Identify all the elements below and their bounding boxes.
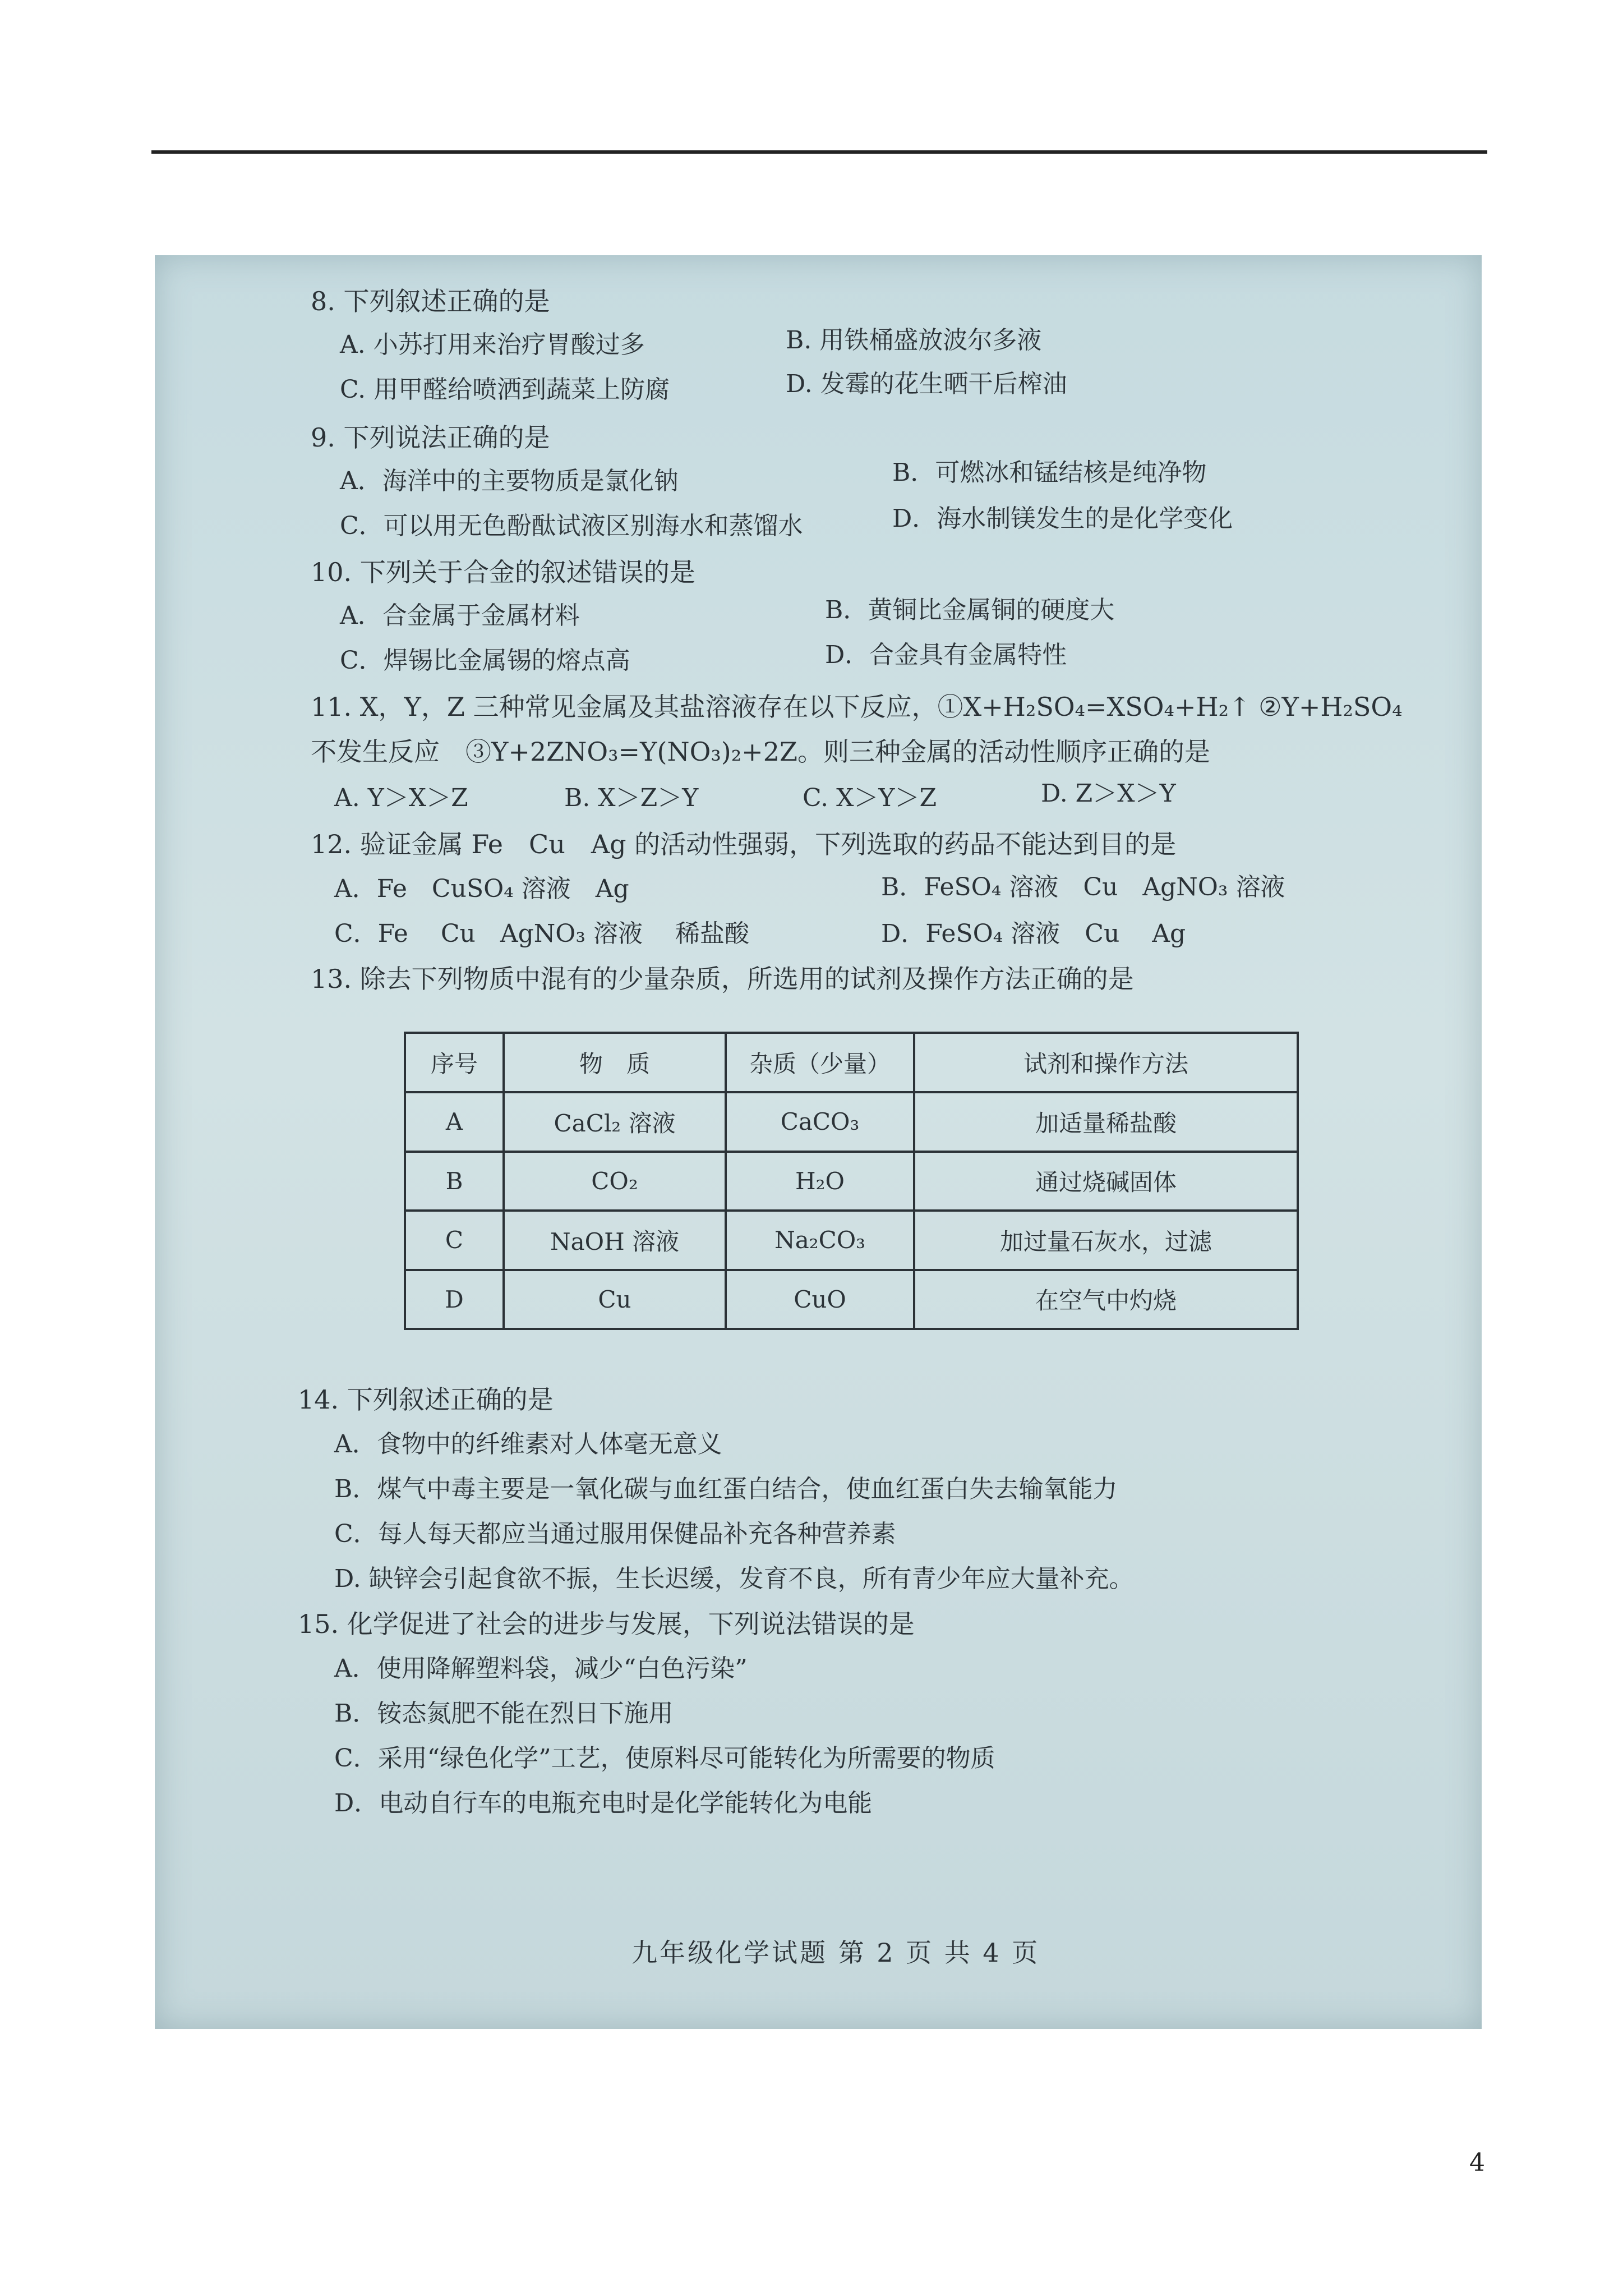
q9-option-b: B．可燃冰和锰结核是纯净物 — [892, 458, 1207, 487]
row-method: 在空气中灼烧 — [914, 1270, 1298, 1329]
q8-option-a: A. 小苏打用来治疗胃酸过多 — [340, 330, 645, 359]
row-impurity: H₂O — [726, 1152, 914, 1211]
q12-option-c: C．Fe Cu AgNO₃ 溶液 稀盐酸 — [334, 919, 749, 948]
q12-option-a: A．Fe CuSO₄ 溶液 Ag — [334, 875, 629, 903]
q13-stem: 13. 除去下列物质中混有的少量杂质，所选用的试剂及操作方法正确的是 — [311, 964, 1134, 994]
q11-option-d: D. Z＞X＞Y — [1041, 779, 1176, 808]
row-impurity: CuO — [726, 1270, 914, 1329]
q12-option-b: B．FeSO₄ 溶液 Cu AgNO₃ 溶液 — [881, 873, 1285, 901]
q9-option-a: A．海洋中的主要物质是氯化钠 — [340, 467, 679, 495]
row-method: 加适量稀盐酸 — [914, 1092, 1298, 1152]
row-substance: CaCl₂ 溶液 — [504, 1092, 726, 1152]
q10-option-d: D．合金具有金属特性 — [825, 641, 1067, 669]
table-row — [405, 1211, 1298, 1270]
impurity-table — [404, 1032, 1299, 1330]
row-index: A — [405, 1092, 504, 1152]
q11-line1: 11. X，Y，Z 三种常见金属及其盐溶液存在以下反应，①X+H₂SO₄=XSO₄+H₂↑ ②Y+H₂SO₄ — [311, 692, 1403, 722]
q9-option-d: D．海水制镁发生的是化学变化 — [892, 504, 1233, 533]
table-header-row — [405, 1033, 1298, 1092]
q8-option-c: C. 用甲醛给喷洒到蔬菜上防腐 — [340, 375, 670, 404]
header-method: 试剂和操作方法 — [914, 1033, 1298, 1092]
page-number: 4 — [1469, 2148, 1485, 2177]
q12-option-d: D．FeSO₄ 溶液 Cu Ag — [881, 919, 1186, 948]
q11-option-b: B. X＞Z＞Y — [564, 784, 699, 812]
q10-option-b: B．黄铜比金属铜的硬度大 — [825, 596, 1115, 624]
q15-option-b: B．铵态氮肥不能在烈日下施用 — [334, 1699, 674, 1728]
header-substance: 物 质 — [504, 1033, 726, 1092]
row-substance: Cu — [504, 1270, 726, 1329]
q10-option-a: A．合金属于金属材料 — [340, 601, 580, 630]
header-impurity: 杂质（少量） — [726, 1033, 914, 1092]
q14-option-a: A．食物中的纤维素对人体毫无意义 — [334, 1430, 722, 1458]
q9-stem: 9. 下列说法正确的是 — [311, 422, 550, 453]
row-substance: NaOH 溶液 — [504, 1211, 726, 1270]
row-index: C — [405, 1211, 504, 1270]
table-row — [405, 1092, 1298, 1152]
q14-option-d: D. 缺锌会引起食欲不振，生长迟缓，发育不良，所有青少年应大量补充。 — [334, 1565, 1134, 1593]
row-index: B — [405, 1152, 504, 1211]
q11-line2: 不发生反应 ③Y+2ZNO₃=Y(NO₃)₂+2Z。则三种金属的活动性顺序正确的是 — [311, 737, 1210, 767]
row-method: 加过量石灰水，过滤 — [914, 1211, 1298, 1270]
q9-option-c: C．可以用无色酚酞试液区别海水和蒸馏水 — [340, 512, 803, 540]
header-index: 序号 — [405, 1033, 504, 1092]
q8-option-b: B. 用铁桶盛放波尔多液 — [786, 326, 1042, 355]
row-substance: CO₂ — [504, 1152, 726, 1211]
row-impurity: Na₂CO₃ — [726, 1211, 914, 1270]
page-footer: 九年级化学试题 第 2 页 共 4 页 — [631, 1938, 1040, 1968]
table-row — [405, 1152, 1298, 1211]
exam-page-photo — [155, 255, 1482, 2029]
q15-stem: 15. 化学促进了社会的进步与发展，下列说法错误的是 — [298, 1609, 915, 1639]
q15-option-d: D．电动自行车的电瓶充电时是化学能转化为电能 — [334, 1789, 873, 1818]
q8-option-d: D. 发霉的花生晒干后榨油 — [786, 370, 1067, 398]
row-impurity: CaCO₃ — [726, 1092, 914, 1152]
row-index: D — [405, 1270, 504, 1329]
q14-option-b: B．煤气中毒主要是一氧化碳与血红蛋白结合，使血红蛋白失去输氧能力 — [334, 1475, 1118, 1503]
q11-option-c: C. X＞Y＞Z — [803, 784, 937, 812]
table-row — [405, 1270, 1298, 1329]
q15-option-c: C．采用“绿色化学”工艺，使原料尽可能转化为所需要的物质 — [334, 1744, 995, 1773]
q14-stem: 14. 下列叙述正确的是 — [298, 1384, 554, 1415]
q10-option-c: C．焊锡比金属锡的熔点高 — [340, 646, 630, 675]
header-rule — [151, 150, 1487, 154]
row-method: 通过烧碱固体 — [914, 1152, 1298, 1211]
q8-stem: 8. 下列叙述正确的是 — [311, 286, 550, 316]
q14-option-c: C．每人每天都应当通过服用保健品补充各种营养素 — [334, 1520, 896, 1548]
q12-stem: 12. 验证金属 Fe Cu Ag 的活动性强弱，下列选取的药品不能达到目的是 — [311, 829, 1177, 859]
q15-option-a: A．使用降解塑料袋，减少“白色污染” — [334, 1654, 748, 1683]
q10-stem: 10. 下列关于合金的叙述错误的是 — [311, 557, 695, 587]
q11-option-a: A. Y＞X＞Z — [334, 784, 468, 812]
